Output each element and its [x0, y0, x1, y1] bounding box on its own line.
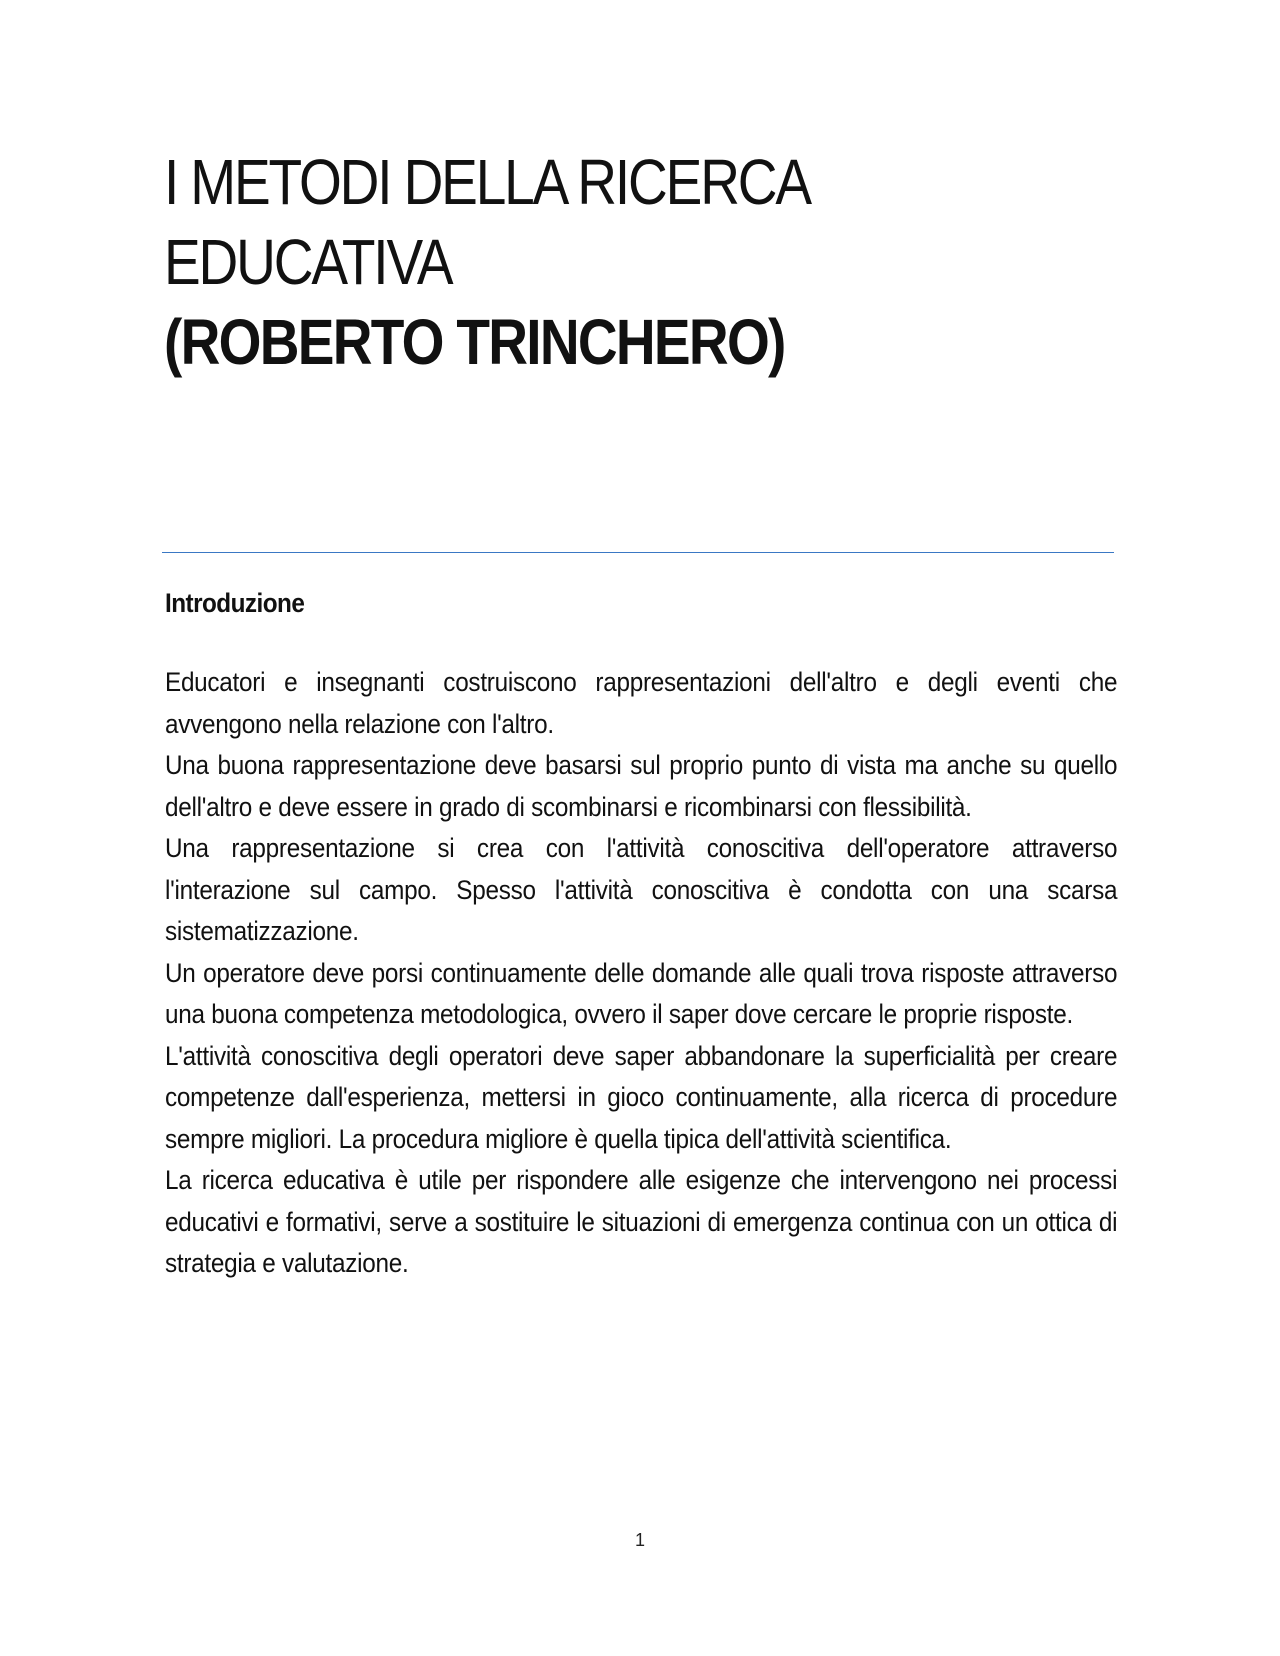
paragraph-3: Una rappresentazione si crea con l'attività conoscitiva dell'operatore attraverso l'interazione sul campo. Spesso l'attività conoscitiva è condotta con una scarsa sistematizzazione.: [165, 833, 1118, 946]
paragraph-6: La ricerca educativa è utile per rispondere alle esigenze che intervengono nei processi educativi e formativi, serve a sostituire le situazioni di emergenza continua con un ottica di strategia e valutazione.: [165, 1165, 1118, 1278]
paragraph-2: Una buona rappresentazione deve basarsi sul proprio punto di vista ma anche su quello dell'altro e deve essere in grado di scombinarsi e ricombinarsi con flessibilità.: [165, 750, 1118, 822]
section-heading: Introduzione: [165, 588, 305, 618]
title-divider: [162, 552, 1114, 553]
paragraph-4: Un operatore deve porsi continuamente delle domande alle quali trova risposte attraverso una buona competenza metodologica, ovvero il saper dove cercare le proprie risposte.: [165, 957, 1118, 1029]
paragraph-1: Educatori e insegnanti costruiscono rappresentazioni dell'altro e degli eventi che avvengono nella relazione con l'altro.: [165, 667, 1118, 739]
title-block: [164, 142, 1124, 382]
document-title-line-2: EDUCATIVA: [164, 226, 452, 298]
paragraph-5: L'attività conoscitiva degli operatori deve saper abbandonare la superficialità per creare competenze dall'esperienza, mettersi in gioco continuamente, alla ricerca di procedure sempre migliori. La procedura migliore è quella tipica dell'attività scientifica.: [165, 1040, 1118, 1154]
document-title-line-1: I METODI DELLA RICERCA: [164, 146, 810, 218]
document-author: (ROBERTO TRINCHERO): [164, 306, 785, 378]
body-text: [165, 662, 1117, 1285]
page-number: 1: [634, 1530, 645, 1550]
